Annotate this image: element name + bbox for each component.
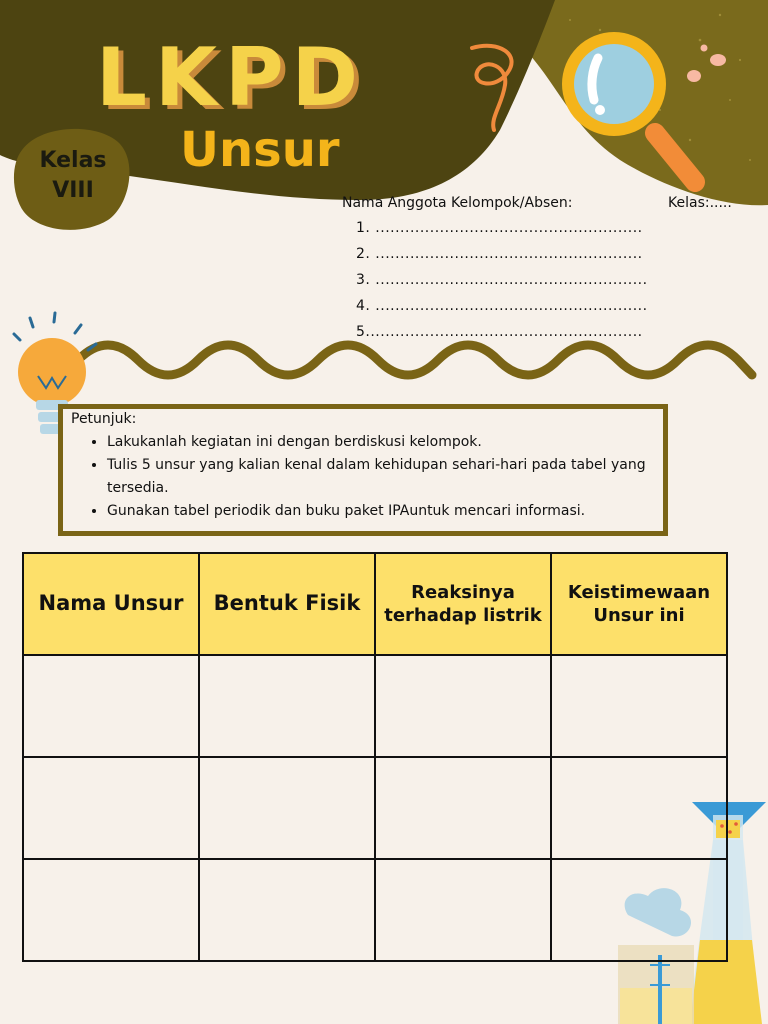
member-line: 2. ...................................................... (356, 246, 643, 262)
table-cell[interactable] (375, 757, 551, 859)
instruction-item: • Lakukanlah kegiatan ini dengan berdiskusi kelompok. (107, 431, 667, 454)
page-subtitle: Unsur (180, 122, 340, 178)
member-list (342, 195, 732, 345)
kelas-badge-text (28, 146, 118, 206)
element-table (22, 552, 728, 962)
member-line: 5........................................................ (356, 324, 643, 340)
instructions-box (58, 404, 668, 536)
table-cell[interactable] (23, 757, 199, 859)
col-nama-unsur: Nama Unsur (23, 553, 199, 655)
class-field-label: Kelas:..... (668, 195, 732, 211)
table-cell[interactable] (375, 859, 551, 961)
table-row (23, 757, 727, 859)
member-line: 1. ...................................................... (356, 220, 643, 236)
table-cell[interactable] (23, 655, 199, 757)
table-header-row (23, 553, 727, 655)
instruction-item: • Tulis 5 unsur yang kalian kenal dalam kehidupan sehari-hari pada tabel yang tersedia. (107, 454, 667, 500)
instruction-item: • Gunakan tabel periodik dan buku paket IPAuntuk mencari informasi. (107, 500, 667, 523)
kelas-number: VIII (52, 178, 94, 203)
col-reaksi-listrik: Reaksinya terhadap listrik (375, 553, 551, 655)
kelas-label: Kelas (39, 148, 107, 173)
member-list-heading: Nama Anggota Kelompok/Absen: (342, 195, 573, 211)
wave-divider (78, 345, 752, 375)
page-title: LKPD (96, 31, 367, 124)
table-cell[interactable] (199, 757, 375, 859)
col-bentuk-fisik: Bentuk Fisik (199, 553, 375, 655)
table-cell[interactable] (551, 655, 727, 757)
table-cell[interactable] (23, 859, 199, 961)
table-row (23, 859, 727, 961)
table-cell[interactable] (375, 655, 551, 757)
member-line: 3. ....................................................... (356, 272, 648, 288)
table-cell[interactable] (551, 757, 727, 859)
table-cell[interactable] (199, 655, 375, 757)
member-line: 4. ....................................................... (356, 298, 648, 314)
table-row (23, 655, 727, 757)
table-cell[interactable] (551, 859, 727, 961)
table-cell[interactable] (199, 859, 375, 961)
instructions-heading: Petunjuk: (71, 411, 137, 427)
col-keistimewaan: Keistimewaan Unsur ini (551, 553, 727, 655)
